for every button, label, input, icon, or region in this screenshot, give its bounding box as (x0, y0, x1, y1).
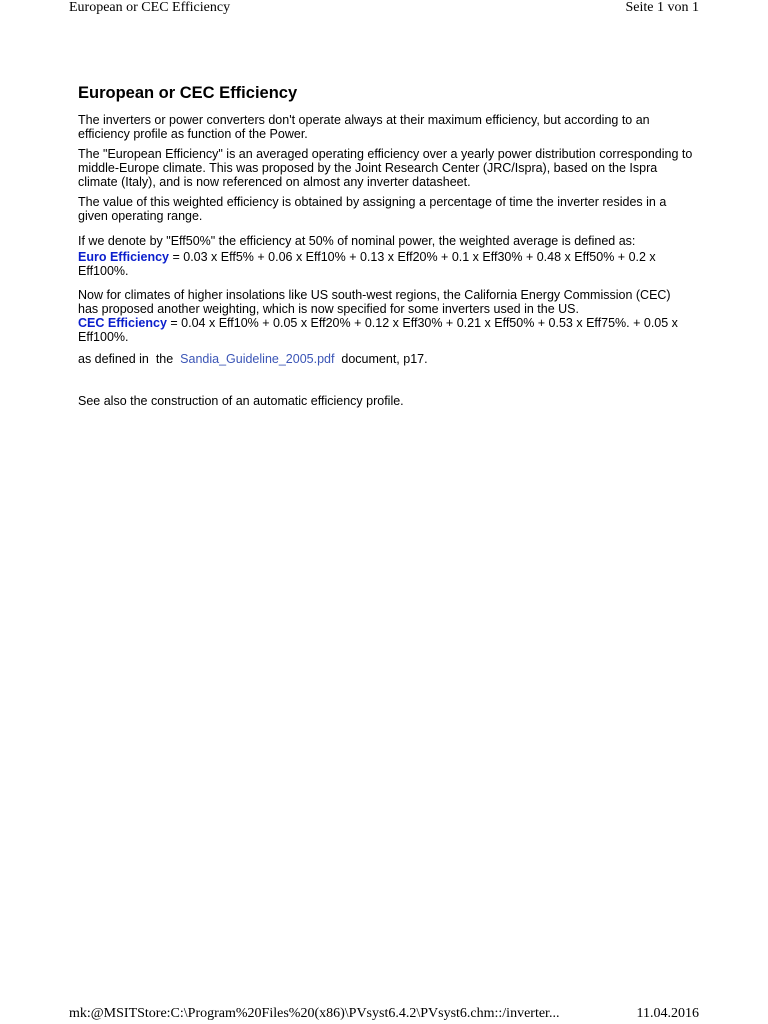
print-footer-date: 11.04.2016 (636, 1006, 699, 1021)
article-heading: European or CEC Efficiency (78, 84, 298, 102)
see-also-text: See also the construction of an automatic efficiency profile. (78, 394, 404, 408)
euro-efficiency-label: Euro Efficiency (78, 250, 169, 264)
print-header-page-number: Seite 1 von 1 (625, 0, 699, 15)
print-footer (69, 1006, 699, 1024)
print-header-title: European or CEC Efficiency (69, 0, 231, 15)
cec-efficiency-formula (78, 316, 693, 344)
paragraph-european-efficiency: The "European Efficiency" is an averaged operating efficiency over a yearly power distribution corresponding to middle-Europe climate. This was proposed by the Joint Research Center (JRC/Ispra), based on the Ispra climate (Italy), and is now referenced on almost any inverter datasheet. (78, 147, 693, 189)
cec-efficiency-label: CEC Efficiency (78, 316, 167, 330)
euro-efficiency-formula (78, 250, 693, 278)
euro-efficiency-expression: = 0.03 x Eff5% + 0.06 x Eff10% + 0.13 x Eff20% + 0.1 x Eff30% + 0.48 x Eff50% + 0.2 x Eff100%. (78, 250, 656, 278)
paragraph-weighted-efficiency: The value of this weighted efficiency is obtained by assigning a percentage of time the inverter resides in a given operating range. (78, 195, 667, 223)
sandia-reference-suffix: document, p17. (334, 352, 428, 366)
print-footer-path: mk:@MSITStore:C:\Program%20Files%20(x86)\PVsyst6.4.2\PVsyst6.chm::/inverter... (69, 1006, 560, 1021)
sandia-reference (78, 352, 693, 366)
sandia-reference-prefix: as defined in the (78, 352, 181, 366)
paragraph-intro: The inverters or power converters don't operate always at their maximum efficiency, but according to an efficiency profile as function of the Power. (78, 113, 650, 141)
cec-efficiency-expression: = 0.04 x Eff10% + 0.05 x Eff20% + 0.12 x Eff30% + 0.21 x Eff50% + 0.53 x Eff75%. + 0.05 x Eff100%. (78, 316, 678, 344)
print-header (69, 0, 699, 18)
paragraph-cec: Now for climates of higher insolations like US south-west regions, the California Energy Commission (CEC) has proposed another weighting, which is now specified for some inverters used in the US. (78, 288, 671, 316)
sandia-guideline-link[interactable]: Sandia_Guideline_2005.pdf (180, 352, 335, 366)
article-content (78, 83, 693, 414)
paragraph-definition: If we denote by "Eff50%" the efficiency at 50% of nominal power, the weighted average is defined as: (78, 234, 636, 248)
